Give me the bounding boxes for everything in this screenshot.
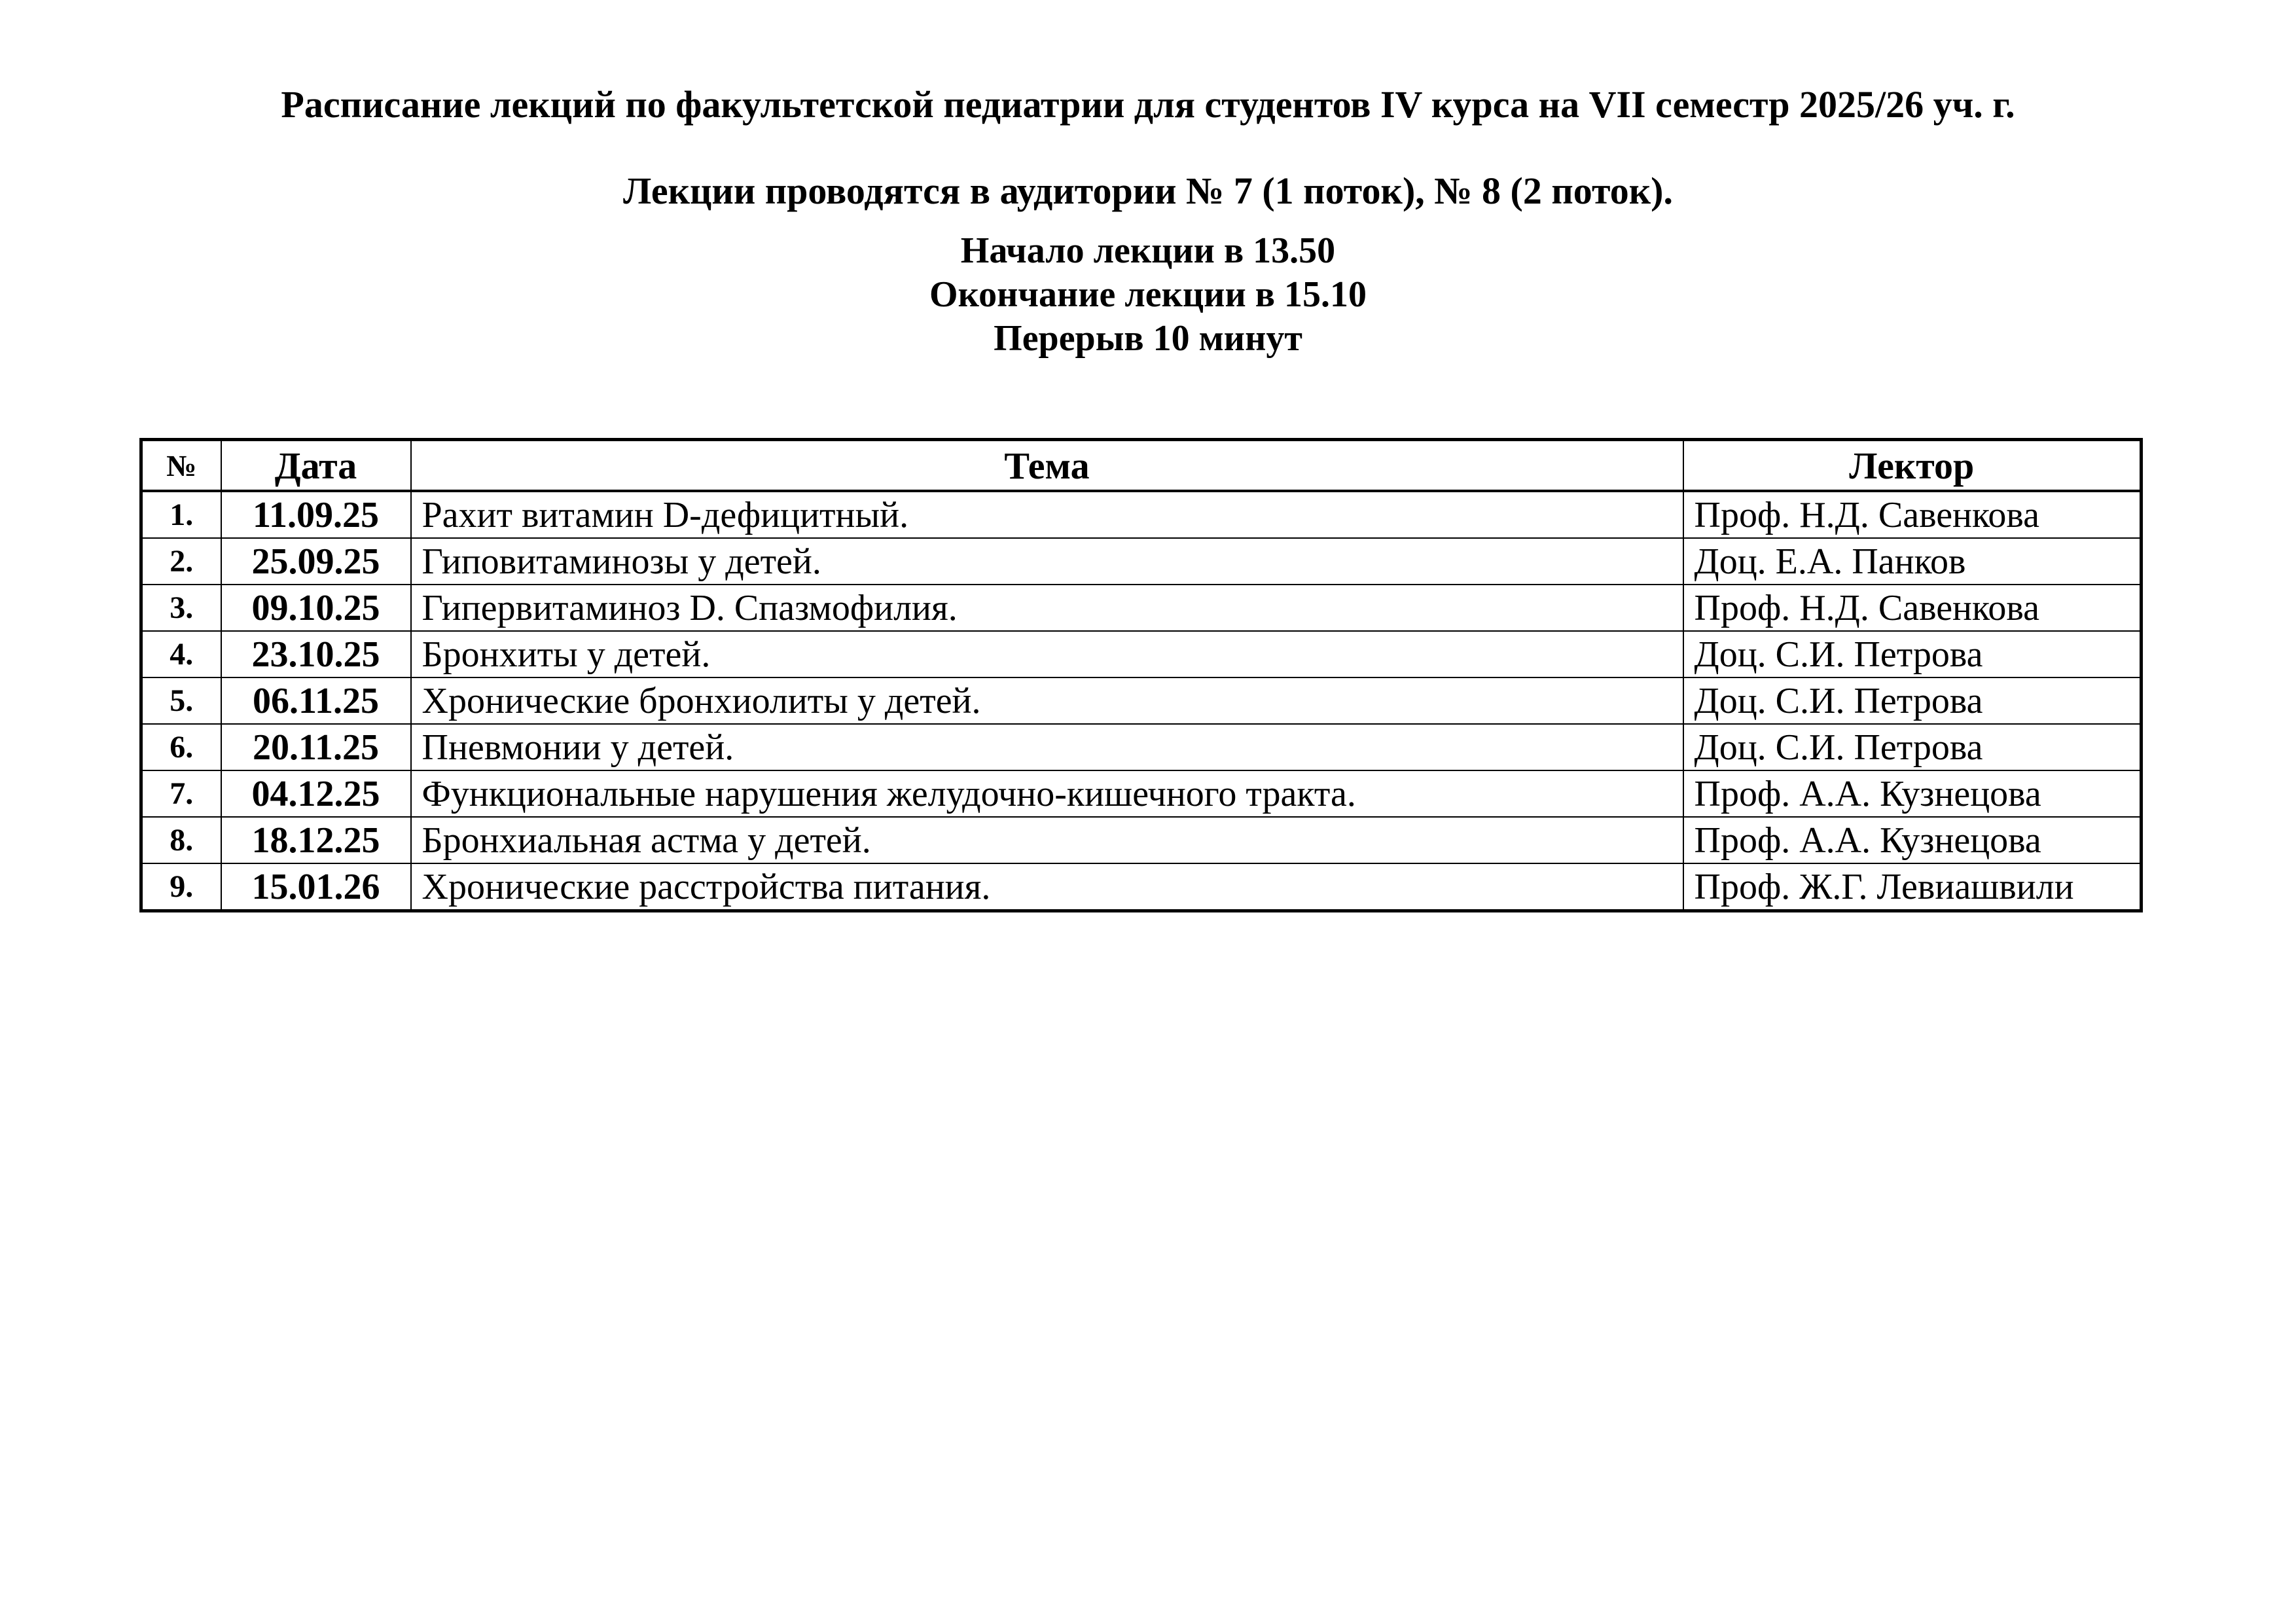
column-header-lecturer: Лектор [1683,440,2142,492]
lecture-date: 20.11.25 [221,724,411,770]
lecture-location-line: Лекции проводятся в аудитории № 7 (1 поток), № 8 (2 поток). [623,170,1673,212]
table-row [141,863,2142,911]
lecture-date: 06.11.25 [221,677,411,724]
lecture-date: 11.09.25 [221,491,411,538]
column-header-date: Дата [221,440,411,492]
row-number: 3. [141,585,221,631]
lecture-lecturer: Доц. С.И. Петрова [1683,677,2142,724]
lecture-break-line: Перерыв 10 минут [994,318,1302,359]
row-number: 6. [141,724,221,770]
table-row [141,491,2142,538]
lecture-date: 15.01.26 [221,863,411,911]
table-row [141,770,2142,817]
lecture-lecturer: Доц. С.И. Петрова [1683,724,2142,770]
lecture-date: 09.10.25 [221,585,411,631]
lecture-topic: Функциональные нарушения желудочно-кишечного тракта. [411,770,1683,817]
row-number: 8. [141,817,221,863]
lecture-lecturer: Проф. Н.Д. Савенкова [1683,585,2142,631]
table-row [141,585,2142,631]
lecture-date: 23.10.25 [221,631,411,677]
lecture-topic: Рахит витамин D-дефицитный. [411,491,1683,538]
row-number: 2. [141,538,221,585]
row-number: 1. [141,491,221,538]
lecture-end-time-line: Окончание лекции в 15.10 [929,274,1367,315]
lecture-schedule-table [139,438,2143,912]
lecture-lecturer: Проф. А.А. Кузнецова [1683,817,2142,863]
row-number: 5. [141,677,221,724]
lecture-start-time-line: Начало лекции в 13.50 [960,230,1336,271]
lecture-date: 18.12.25 [221,817,411,863]
lecture-lecturer: Доц. С.И. Петрова [1683,631,2142,677]
column-header-topic: Тема [411,440,1683,492]
document-title: Расписание лекций по факультетской педиатрии для студентов IV курса на VII семестр 2025/26 уч. г. [281,83,2015,126]
lecture-lecturer: Проф. А.А. Кузнецова [1683,770,2142,817]
lecture-topic: Хронические бронхиолиты у детей. [411,677,1683,724]
row-number: 9. [141,863,221,911]
lecture-date: 25.09.25 [221,538,411,585]
lecture-date: 04.12.25 [221,770,411,817]
table-row [141,538,2142,585]
table-row [141,677,2142,724]
lecture-topic: Пневмонии у детей. [411,724,1683,770]
column-header-number: № [141,440,221,492]
lecture-lecturer: Проф. Н.Д. Савенкова [1683,491,2142,538]
table-row [141,724,2142,770]
lecture-topic: Хронические расстройства питания. [411,863,1683,911]
lecture-topic: Гипервитаминоз D. Спазмофилия. [411,585,1683,631]
table-row [141,631,2142,677]
table-row [141,817,2142,863]
lecture-times-block [0,229,2296,361]
lecture-lecturer: Доц. Е.А. Панков [1683,538,2142,585]
row-number: 4. [141,631,221,677]
row-number: 7. [141,770,221,817]
lecture-lecturer: Проф. Ж.Г. Левиашвили [1683,863,2142,911]
lecture-topic: Бронхиты у детей. [411,631,1683,677]
table-header-row [141,440,2142,492]
lecture-topic: Гиповитаминозы у детей. [411,538,1683,585]
lecture-topic: Бронхиальная астма у детей. [411,817,1683,863]
